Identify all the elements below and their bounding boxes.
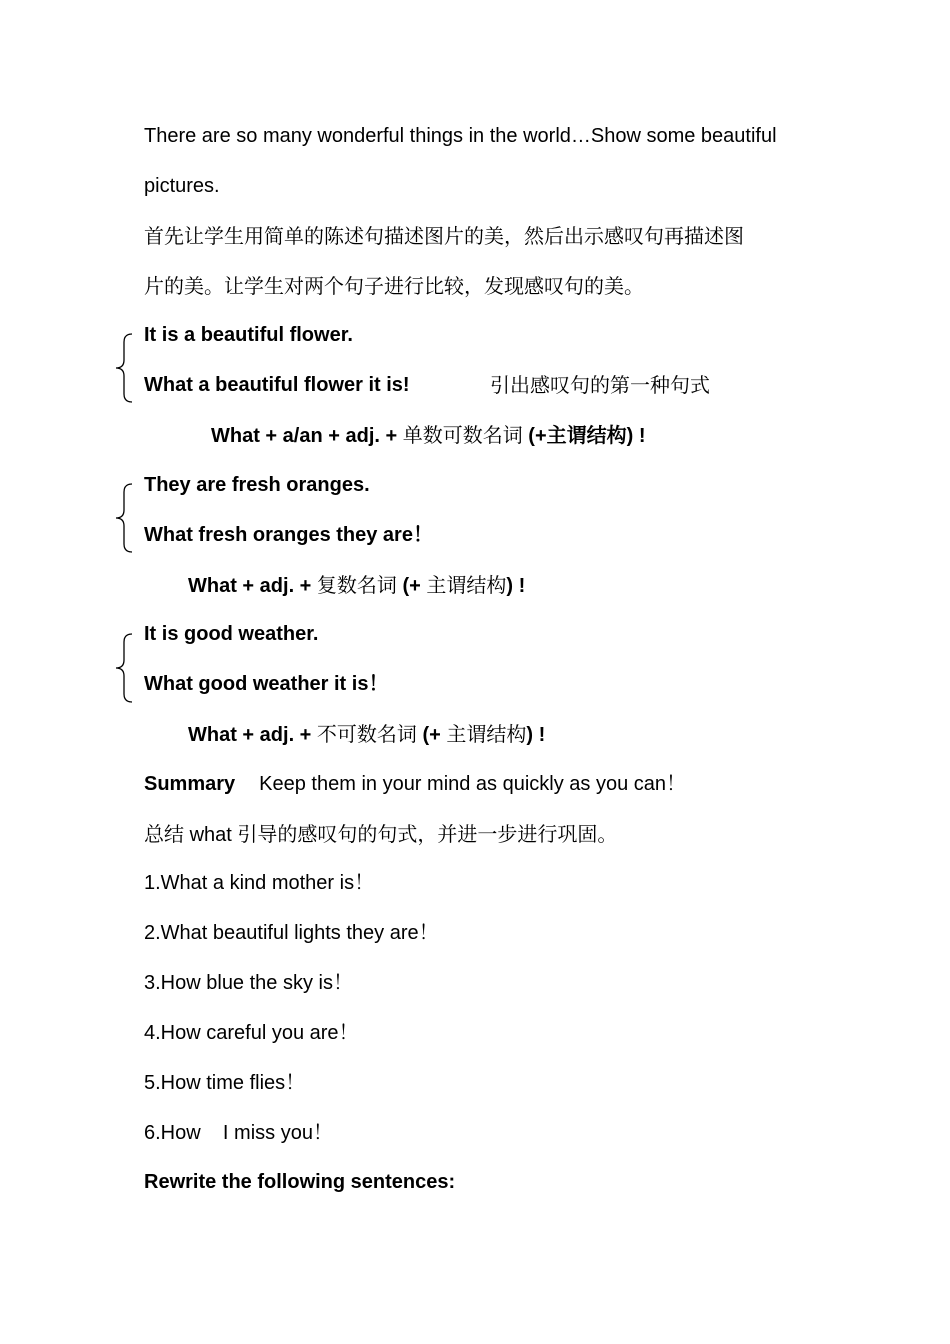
pair3-formula bbox=[188, 722, 545, 747]
pair1-formula-noun: 单数可数名词 bbox=[402, 423, 523, 447]
pair3-formula-close: ) ! bbox=[526, 724, 546, 746]
pair3-exclamation: What good weather it is！ bbox=[144, 673, 389, 695]
summary-cn-word: what bbox=[189, 824, 232, 846]
pair2-exclamation: What fresh oranges they are！ bbox=[144, 524, 433, 546]
summary-label: Summary bbox=[144, 773, 236, 795]
pair2-formula bbox=[188, 573, 525, 598]
pair2-formula-noun: 复数名词 bbox=[316, 573, 397, 597]
pair1-statement: It is a beautiful flower. bbox=[144, 324, 353, 346]
summary-line bbox=[144, 772, 686, 796]
pair1-formula-end: (+主谓结构) ! bbox=[528, 425, 646, 447]
pair3-formula-noun: 不可数名词 bbox=[316, 722, 417, 746]
summary-cn-prefix: 总结 bbox=[144, 822, 184, 846]
pair2-formula-start: What + adj. + bbox=[188, 575, 312, 597]
intro-chinese-line-1: 首先让学生用简单的陈述句描述图片的美，然后出示感叹句再描述图 bbox=[144, 224, 744, 248]
intro-line-1: There are so many wonderful things in the world…Show some beautiful bbox=[144, 125, 777, 147]
example-item: 1.What a kind mother is！ bbox=[144, 872, 375, 894]
rewrite-heading: Rewrite the following sentences: bbox=[144, 1171, 456, 1193]
summary-text: Keep them in your mind as quickly as you can！ bbox=[259, 773, 687, 795]
pair3-formula-structure: 主谓结构 bbox=[446, 722, 527, 746]
brace-icon bbox=[112, 632, 136, 704]
pair2-statement: They are fresh oranges. bbox=[144, 474, 370, 496]
pair2-formula-open: (+ bbox=[402, 575, 421, 597]
pair1-formula bbox=[211, 423, 646, 448]
pair3-formula-open: (+ bbox=[422, 724, 441, 746]
example-item: 6.How I miss you！ bbox=[144, 1122, 333, 1144]
pair2-formula-close: ) ! bbox=[506, 575, 526, 597]
summary-cn-suffix: 引导的感叹句的句式，并进一步进行巩固。 bbox=[237, 822, 618, 846]
example-item: 2.What beautiful lights they are！ bbox=[144, 922, 439, 944]
pair2-formula-structure: 主谓结构 bbox=[426, 573, 507, 597]
pair1-formula-start: What + a/an + adj. + bbox=[211, 425, 398, 447]
brace-icon bbox=[112, 482, 136, 554]
pair1-exclamation: What a beautiful flower it is! bbox=[144, 374, 410, 396]
summary-chinese-line bbox=[144, 822, 617, 847]
pair1-note: 引出感叹句的第一种句式 bbox=[490, 373, 710, 397]
example-item: 3.How blue the sky is！ bbox=[144, 972, 353, 994]
example-item: 5.How time flies！ bbox=[144, 1072, 306, 1094]
pair3-formula-start: What + adj. + bbox=[188, 724, 312, 746]
intro-chinese-line-2: 片的美。让学生对两个句子进行比较，发现感叹句的美。 bbox=[144, 274, 644, 298]
example-item: 4.How careful you are！ bbox=[144, 1022, 359, 1044]
brace-icon bbox=[112, 332, 136, 404]
intro-line-2: pictures. bbox=[144, 175, 220, 197]
pair3-statement: It is good weather. bbox=[144, 623, 319, 645]
